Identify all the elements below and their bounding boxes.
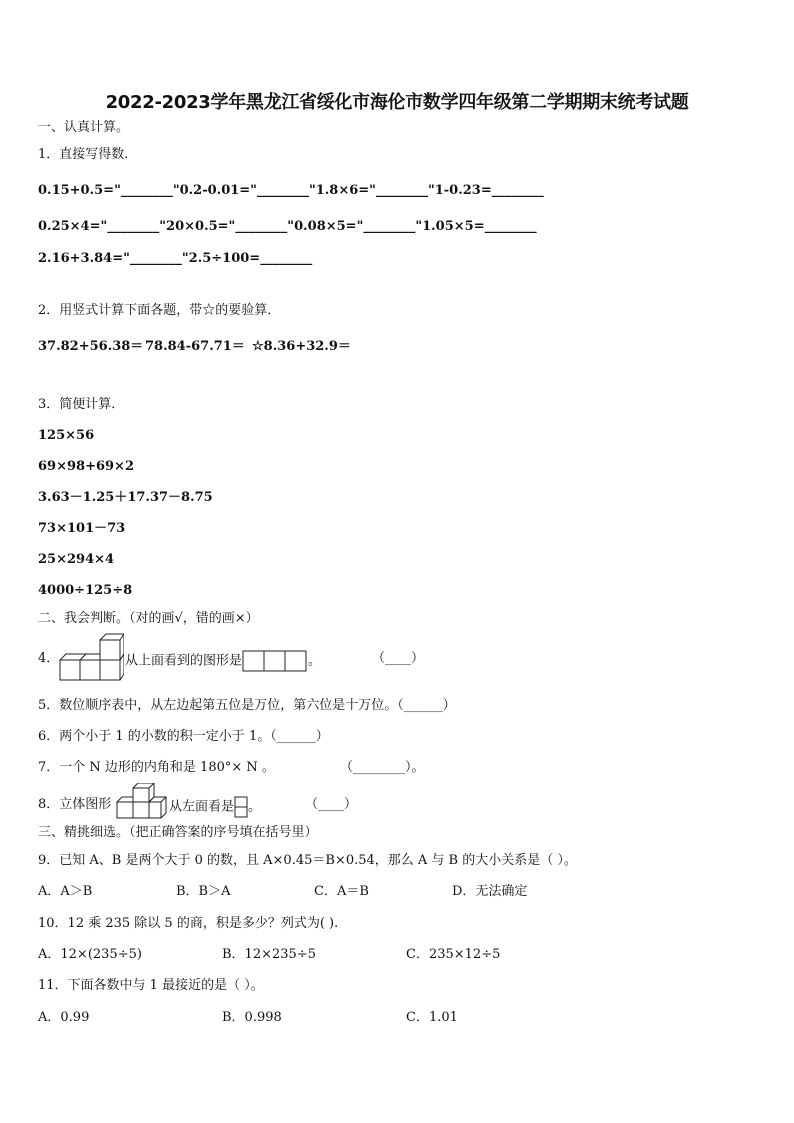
q10-stem: 10．12 乘 235 除以 5 的商，积是多少？列式为( ).: [38, 916, 339, 931]
q11-option-a: A．0.99: [38, 1010, 90, 1025]
q5-text: 5．数位顺序表中，从左边起第五位是万位，第六位是十万位。（______）: [38, 698, 456, 713]
q4-prompt: 从上面看到的图形是: [125, 653, 243, 669]
section-2-heading: 二、我会判断。（对的画√，错的画×）: [38, 611, 259, 626]
left-view-figure: [234, 796, 248, 818]
q9-option-d: D．无法确定: [452, 884, 528, 899]
solid-figure: [116, 783, 168, 819]
q8-text: [169, 796, 261, 818]
section-1-heading: 一、认真计算。: [38, 120, 130, 135]
q2-item-1: 37.82+56.38＝: [38, 339, 144, 354]
page-title: 2022-2023学年黑龙江省绥化市海伦市数学四年级第二学期期末统考试题: [105, 92, 689, 113]
q3-label: 3．简便计算．: [38, 397, 125, 412]
q3-item-2: 69×98+69×2: [38, 459, 134, 474]
q8-prompt: 从左面看是: [169, 799, 235, 815]
q10-option-a: A．12×(235÷5): [38, 947, 142, 962]
q1-label: 1．直接写得数．: [38, 147, 138, 162]
q1-row-1: 0.15+0.5="________"0.2-0.01="________"1.8×6="________"1-0.23=________: [38, 183, 544, 198]
q1-row-3: 2.16+3.84="________"2.5÷100=________: [38, 251, 313, 266]
q11-option-c: C．1.01: [406, 1010, 458, 1025]
q4-answer-blank: （____）: [372, 651, 425, 666]
q2-label: 2．用竖式计算下面各题，带☆的要验算．: [38, 303, 281, 318]
q9-option-a: A．A＞B: [38, 884, 93, 899]
q8-end: 。: [248, 799, 262, 815]
q1-row-2: 0.25×4="________"20×0.5="________"0.08×5="________"1.05×5=________: [38, 219, 537, 234]
q10-option-c: C．235×12÷5: [406, 947, 501, 962]
q8-number: 8．立体图形: [38, 797, 112, 812]
top-view-figure: [242, 650, 308, 672]
q3-item-1: 125×56: [38, 428, 95, 443]
q6-text: 6．两个小于 1 的小数的积一定小于 1。（______）: [38, 729, 329, 744]
cube-stack-figure: [58, 633, 124, 683]
q3-item-3: 3.63－1.25＋17.37－8.75: [38, 490, 213, 505]
q10-option-b: B．12×235÷5: [222, 947, 316, 962]
q9-option-b: B．B＞A: [176, 884, 231, 899]
q11-stem: 11．下面各数中与 1 最接近的是（ ）。: [38, 978, 264, 993]
q4-end: 。: [308, 653, 322, 669]
q3-item-5: 25×294×4: [38, 552, 115, 567]
q4-number: 4．: [38, 651, 60, 666]
q9-option-c: C．A＝B: [314, 884, 369, 899]
q11-option-b: B．0.998: [222, 1010, 282, 1025]
q9-stem: 9．已知 A、B 是两个大于 0 的数，且 A×0.45＝B×0.54，那么 A 与 B 的大小关系是（ ）。: [38, 853, 577, 868]
q8-answer-blank: （____）: [305, 797, 358, 812]
section-3-heading: 三、精挑细选。（把正确答案的序号填在括号里）: [38, 825, 318, 840]
q7-text: 7．一个 N 边形的内角和是 180°× N 。: [38, 760, 275, 775]
q3-item-6: 4000÷125÷8: [38, 583, 133, 598]
q2-item-3: ☆8.36+32.9＝: [252, 339, 351, 354]
q7-answer-blank: （________）。: [340, 760, 425, 775]
q2-item-2: 78.84-67.71＝: [145, 339, 245, 354]
q4-text: [125, 650, 321, 672]
q3-item-4: 73×101－73: [38, 521, 126, 536]
